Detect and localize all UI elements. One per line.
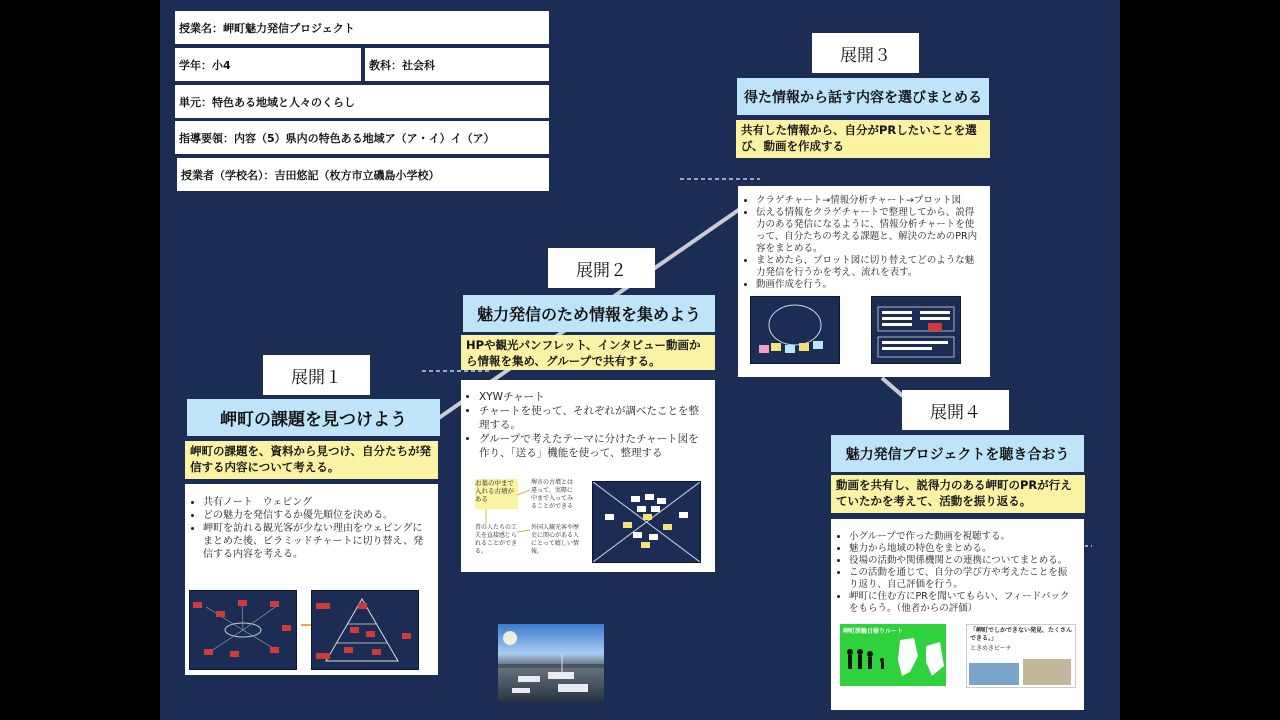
stage-2-bullet: • XYWチャート xyxy=(479,390,707,404)
stage-4-bullet: • 魅力から地域の特色をまとめる。 xyxy=(849,543,1076,555)
unit: 単元：特色ある地域と人々のくらし xyxy=(175,85,549,118)
subject: 教科：社会科 xyxy=(365,48,549,81)
thumb-title: 「岬町でしかできない発見、たくさんできる。」 xyxy=(970,627,1073,642)
stage-3-bullet: • 伝える情報をクラゲチャートで整理してから、説得力のある発信になるように、情報分析チャートを使って、自分たちの考える課題と、解決のためのPR内容をまとめる。 xyxy=(756,207,982,255)
analysis-chart-thumbnail xyxy=(871,296,961,364)
stage-4-bullet: • 小グループで作った動画を視聴する。 xyxy=(849,531,1076,543)
thumb-title: 岬町淡輪日帰りルート xyxy=(843,628,904,635)
stage-2-bullet: • グループで考えたテーマに分けたチャート図を作り、「送る」機能を使って、整理する xyxy=(479,432,707,460)
note-text: 堺市の古墳とは違って、実際に中まで入ってみることができる xyxy=(531,479,574,510)
stage-4-bullet: • 岬町に住む方にPRを聞いてもらい、フィードバックをもらう。（他者からの評価） xyxy=(849,591,1076,615)
stage-4-bullet: • 役場の活動や関係機関との連携についてまとめる。 xyxy=(849,555,1076,567)
note-links xyxy=(461,380,591,570)
harbor-photo xyxy=(498,624,604,702)
stage-2-bullet: • チャートを使って、それぞれが調べたことを整理する。 xyxy=(479,404,707,432)
stage-4-goal: 魅力発信プロジェクトを聴き合おう xyxy=(831,435,1084,472)
stage-3-goal: 得た情報から話す内容を選びまとめる xyxy=(737,78,989,115)
video-thumbnail-beach xyxy=(966,624,1076,688)
stage-1-detail xyxy=(185,484,438,675)
stage-2-goal: 魅力発信のため情報を集めよう xyxy=(463,295,715,332)
stage-1-bullet: • どの魅力を発信するか優先順位を決める。 xyxy=(203,509,432,522)
stage-3-bullet: • まとめたら、プロット図に切り替えてどのような魅力発信を行うかを考え、流れを表す。 xyxy=(756,255,982,279)
stage-1-label: 展開１ xyxy=(263,355,370,395)
beach-photo xyxy=(1023,659,1071,685)
stage-1-goal: 岬町の課題を見つけよう xyxy=(187,399,440,436)
guideline: 指導要領：内容（5）県内の特色ある地域ア（ア・イ）イ（ア） xyxy=(175,121,549,154)
thumb-subtitle: ときめきビーチ xyxy=(970,645,1012,652)
stage-3-bullet: • 動画作成を行う。 xyxy=(756,279,982,291)
stage-4-summary: 動画を共有し、説得力のある岬町のPRが行えていたかを考えて、活動を振り返る。 xyxy=(831,475,1085,513)
stage-1-summary: 岬町の課題を、資料から見つけ、自分たちが発信する内容について考える。 xyxy=(185,441,438,479)
note-text: 外国人観光客や歴史に関心がある人にとって嬉しい情報。 xyxy=(531,524,580,555)
webbing-thumbnail xyxy=(189,590,297,670)
stage-1-bullet: • 共有ノート ウェビング xyxy=(203,496,432,509)
slide xyxy=(160,0,1120,720)
jellyfish-chart-thumbnail xyxy=(750,296,840,364)
stage-3-label: 展開３ xyxy=(812,33,919,73)
yellow-note: お墓の中まで入れる古墳がある xyxy=(475,479,518,509)
stage-1-bullet: • 岬町を訪れる観光客が少ない理由をウェビングにまとめた後、ピラミッドチャートに切り替え、発信する内容を考える。 xyxy=(203,522,432,561)
beach-photo xyxy=(969,663,1019,685)
video-thumbnail-route xyxy=(840,624,946,686)
stage-4-detail xyxy=(831,519,1084,710)
stage-4-label: 展開４ xyxy=(902,390,1009,430)
stage-4-bullet: • この活動を通じて、自分の学び方や考えたことを振り返り、自己評価を行う。 xyxy=(849,567,1076,591)
grade: 学年：小4 xyxy=(175,48,361,81)
stage-2-summary: HPや観光パンフレット、インタビュー動画から情報を集め、グループで共有する。 xyxy=(461,335,715,370)
stage-3-detail xyxy=(738,186,990,377)
stage-3-summary: 共有した情報から、自分がPRしたいことを選び、動画を作成する xyxy=(736,120,990,158)
stage-3-bullet: • クラゲチャート→情報分析チャート→プロット図 xyxy=(756,195,982,207)
stage-2-label: 展開２ xyxy=(548,248,655,288)
note-text: 昔の人たちの工夫を直接感じられることができる。 xyxy=(475,524,518,555)
teacher: 授業者（学校名）：吉田悠記（枚方市立磯島小学校） xyxy=(177,158,549,191)
stage-2-detail xyxy=(461,380,715,572)
xyw-chart-thumbnail xyxy=(592,481,701,563)
lesson-name: 授業名：岬町魅力発信プロジェクト xyxy=(175,11,549,44)
pyramid-thumbnail xyxy=(311,590,419,670)
